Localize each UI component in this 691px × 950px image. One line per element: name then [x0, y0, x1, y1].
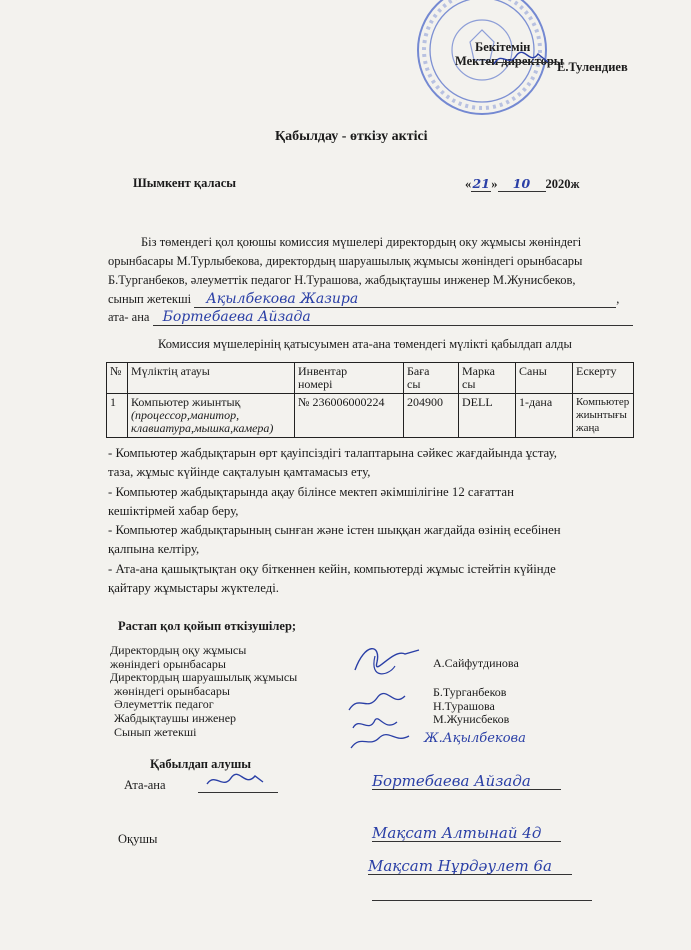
rules-list	[108, 444, 561, 598]
signer-roles	[110, 644, 297, 739]
teacher-line: сынып жетекші Ақылбекова Жазира ,	[108, 291, 620, 307]
receivers-title: Қабылдап алушы	[150, 757, 252, 771]
role-academic-deputy-2: жөніндегі орынбасары	[110, 656, 226, 671]
signer-name-2: Б.Турганбеков	[433, 685, 507, 699]
receiver-parent-name: Бортебаева Айзада	[372, 774, 561, 790]
cell-name: Компьютер жиынтық (процессор,манитор, клавиатура,мышка,камера)	[128, 394, 295, 438]
parent-signature-line	[198, 792, 278, 793]
date-month: 10	[498, 176, 546, 192]
rule-line: қалпына келтіру,	[108, 542, 200, 557]
signer-name-3: Н.Турашова	[433, 698, 495, 713]
table-header-row	[107, 363, 634, 394]
parent-label: ата- ана	[108, 310, 150, 324]
approval-line-1: Бекітемін	[475, 40, 531, 54]
col-note: Ескерту	[573, 363, 634, 394]
date-day: 21	[472, 176, 490, 191]
table-row	[107, 394, 634, 438]
role-admin-deputy-2: жөніндегі орынбасары	[114, 683, 230, 698]
bleed-through-text	[0, 20, 200, 160]
col-price: Баға сы	[404, 363, 459, 394]
parent-line	[108, 310, 633, 326]
rule-line: таза, жұмыс күйінде сақталуын қамтамасыз ету,	[108, 465, 371, 480]
intro-line-1: Біз төмендегі қол қоюшы комиссия мүшелері директордың оку жұмысы жөніндегі	[141, 235, 582, 249]
cell-brand: DELL	[459, 394, 516, 438]
receiver-student-label: Оқушы	[118, 832, 158, 846]
rule-line: қайтару жұмыстары жүктеледі.	[108, 581, 279, 596]
role-academic-deputy: Директордың оқу жұмысы	[110, 643, 247, 657]
director-signature-scribble	[492, 48, 552, 70]
role-admin-deputy: Директордың шаруашылық жұмысы	[110, 670, 298, 685]
intro-line-3: Б.Турганбеков, әлеуметтік педагог Н.Турашова, жабдықтаушы инженер М.Жунисбеков,	[108, 273, 576, 287]
city: Шымкент қаласы	[133, 176, 237, 190]
teacher-name: Ақылбекова Жазира	[194, 292, 616, 308]
date: «21» 10 2020ж	[465, 176, 580, 191]
col-num: №	[107, 363, 128, 394]
receiver-parent-label: Ата-ана	[124, 778, 166, 792]
director-name: Е.Тулендиев	[557, 60, 628, 74]
receiver-student-1: Мақсат Алтынай 4д	[372, 826, 561, 842]
col-qty: Саны	[516, 363, 573, 394]
student-signature-line	[372, 900, 592, 901]
document-title: Қабылдау - өткізу актісі	[275, 129, 428, 144]
role-social-pedagogue: Әлеуметтік педагог	[114, 697, 214, 712]
cell-note: Компьютер жиынтығы жаңа	[573, 394, 634, 438]
cell-qty: 1-дана	[516, 394, 573, 438]
rule-line: кешіктірмей хабар беру,	[108, 503, 239, 518]
cell-num: 1	[107, 394, 128, 438]
signer-name-5: Ж.Ақылбекова	[424, 731, 526, 746]
receiver-student-2: Мақсат Нұрдәулет 6а	[368, 859, 572, 875]
intro-line-2: орынбасары М.Турлыбекова, директордың шаруашылық жұмысы жөніндегі орынбасары	[108, 254, 583, 268]
parent-name: Бортебаева Айзада	[153, 310, 633, 326]
commission-line: Комиссия мүшелерінің қатысуымен ата-ана төмендегі мүлікті қабылдап алды	[158, 337, 572, 351]
signer-name-1: А.Сайфутдинова	[433, 656, 519, 670]
rule-line: - Компьютер жабдықтарында ақау білінсе мектеп әкімшілігіне 12 сағаттан	[108, 484, 514, 499]
col-brand: Марка сы	[459, 363, 516, 394]
teacher-label: сынып жетекші	[108, 292, 192, 306]
rule-line: - Ата-ана қашықтықтан оқу біткеннен кейін, компьютерді жұмыс істейтін күйінде	[108, 561, 556, 576]
col-name: Мүліктің атауы	[128, 363, 295, 394]
signers-title: Растап қол қойып өткізушілер;	[118, 619, 297, 633]
rule-line: - Компьютер жабдықтарының сынған және істен шыққан жағдайда өзінің есебінен	[108, 523, 561, 538]
signer-names	[433, 686, 509, 727]
date-year: 2020ж	[545, 177, 580, 191]
signer-name-4: М.Жунисбеков	[433, 712, 510, 727]
cell-price: 204900	[404, 394, 459, 438]
rule-line: - Компьютер жабдықтарын өрт қауіпсіздігі талаптарына сәйкес жағдайында ұстау,	[108, 446, 557, 460]
col-inventory: Инвентар номері	[295, 363, 404, 394]
signature-scribbles	[345, 636, 435, 756]
role-engineer: Жабдықтаушы инженер	[114, 710, 237, 725]
property-table	[106, 362, 634, 438]
parent-signature	[205, 770, 265, 792]
approval-line-2: Мектеп директоры	[455, 54, 564, 68]
role-class-teacher: Сынып жетекші	[114, 724, 197, 739]
cell-inventory: № 236006000224	[295, 394, 404, 438]
